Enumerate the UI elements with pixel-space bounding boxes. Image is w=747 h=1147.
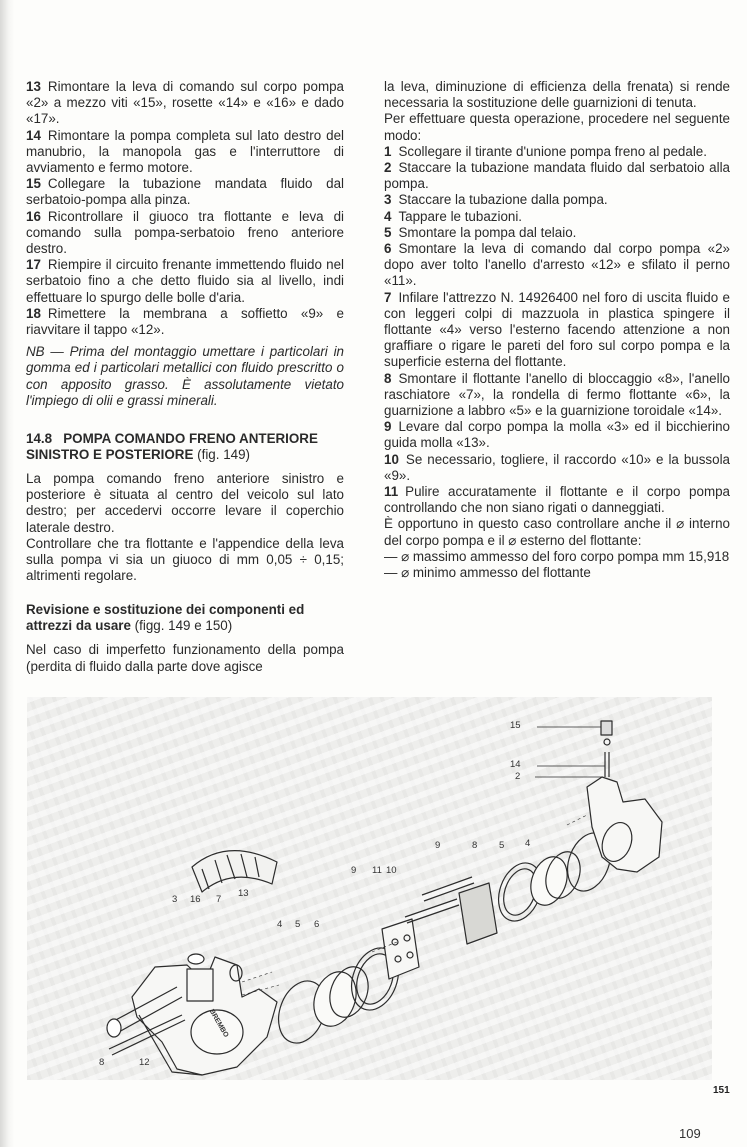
label-15: 15 (510, 720, 521, 731)
step-17: 17 Riempire il circuito frenante immettendo fluido nel serbatoio fino a che detto fluido sia al livello, indi effettuare lo spurgo delle bolle d'aria. (26, 257, 344, 305)
section-fig-ref: (fig. 149) (197, 447, 250, 463)
subsection-title: Revisione e sostituzione dei componenti ed attrezzi da usare (26, 602, 305, 634)
step-2: 2 Staccare la tubazione mandata fluido dal serbatoio alla pompa. (384, 160, 730, 192)
step-15: 15 Collegare la tubazione mandata fluido dal serbatoio-pompa alla pinza. (26, 176, 344, 208)
left-column (26, 79, 344, 675)
label-16: 16 (190, 894, 201, 905)
label-13: 13 (238, 888, 249, 899)
section-heading (26, 431, 344, 463)
procedure-intro: Per effettuare questa operazione, procedere nel seguente modo: (384, 111, 730, 143)
pin-11 (405, 899, 459, 923)
step-8: 8 Smontare il flottante l'anello di bloccaggio «8», l'anello raschiatore «7», la rondella di fermo flottante «6», la guarnizione a labbro «5» e la guarnizione toroidale «14». (384, 370, 730, 419)
label-8-left: 8 (99, 1057, 105, 1068)
label-12: 12 (139, 1057, 150, 1068)
label-9-left: 9 (351, 865, 357, 876)
section-number: 14.8 (26, 431, 53, 447)
figure-number: 151 (713, 1085, 730, 1096)
subsection-para-1: Nel caso di imperfetto funzionamento della pompa (perdita di fluido dalla parte dove agisce (26, 642, 344, 674)
label-8-right: 8 (472, 840, 478, 851)
step-16: 16 Ricontrollare il giuoco tra flottante e leva di comando sulla pompa-serbatoio freno anteriore destro. (26, 208, 344, 257)
label-6: 6 (314, 919, 320, 930)
subsection-fig-ref: (figg. 149 e 150) (134, 618, 233, 634)
step-11: 11 Pulire accuratamente il flottante e il corpo pompa controllando che non siano rigati o danneggiati. (384, 484, 730, 516)
label-11: 11 (372, 865, 382, 876)
subsection-heading (26, 602, 344, 634)
label-4-right: 4 (525, 838, 531, 849)
label-2: 2 (515, 771, 521, 782)
min-piston-diameter: — ⌀ minimo ammesso del flottante (384, 565, 591, 581)
label-4-left: 4 (277, 919, 283, 930)
step-14: 14 Rimontare la pompa completa sul lato destro del manubrio, la manopola gas e l'interruttore di avviamento e fermo motore. (26, 127, 344, 176)
step-3: 3 Staccare la tubazione dalla pompa. (384, 192, 608, 208)
cap-16 (188, 954, 204, 964)
step-9: 9 Levare dal corpo pompa la molla «3» ed il bicchierino guida molla «13». (384, 419, 730, 451)
brand-mark: BREMBO (207, 1008, 230, 1039)
exploded-caliper-figure (27, 697, 712, 1080)
max-bore-diameter: — ⌀ massimo ammesso del foro corpo pompa mm 15,918 (384, 548, 730, 564)
label-10: 10 (386, 865, 397, 876)
piston-5-left (307, 966, 364, 1032)
step-7: 7 Infilare l'attrezzo N. 14926400 nel foro di uscita fluido e con leggeri colpi di mazzuola in plastica spingere il flottante «4» verso l'esterno facendo attenzione a non graffiare o rigare le pareti del foro sul corpo pompa e la superficie esterna del flottante. (384, 289, 730, 370)
caliper-body-right (587, 777, 662, 872)
step-1: 1 Scollegare il tirante d'unione pompa freno al pedale. (384, 143, 707, 159)
section-title: POMPA COMANDO FRENO ANTERIORE SINISTRO E POSTERIORE (26, 431, 318, 463)
diameter-check-intro: È opportuno in questo caso controllare anche il ⌀ interno del corpo pompa e il ⌀ esterno del flottante: (384, 516, 730, 548)
page-edge-shadow (0, 0, 14, 1147)
label-5-right: 5 (499, 840, 505, 851)
right-column (384, 79, 730, 581)
step-18: 18 Rimettere la membrana a soffietto «9» e riavvitare il tappo «12». (26, 305, 344, 338)
bleed-block (187, 969, 213, 1001)
step-5: 5 Smontare la pompa dal telaio. (384, 224, 577, 240)
cover-13 (192, 851, 277, 892)
pad-right (459, 883, 497, 944)
label-5-left: 5 (295, 919, 301, 930)
section-para-1: La pompa comando freno anteriore sinistro e posteriore è situata al centro del veicolo sul lato destro; per accedervi occorre levare il coperchio laterale destro. (26, 471, 344, 535)
step-10: 10 Se necessario, togliere, il raccordo «10» e la bussola «9». (384, 451, 730, 483)
label-14: 14 (510, 759, 521, 770)
pad-left (382, 919, 419, 979)
bleeder-14 (605, 752, 609, 777)
label-7: 7 (216, 894, 222, 905)
step-4: 4 Tappare le tubazioni. (384, 208, 523, 224)
caliper-drawing (27, 697, 712, 1080)
label-3: 3 (172, 894, 178, 905)
cap-15 (601, 721, 612, 735)
step-13: 13 Rimontare la leva di comando sul corpo pompa «2» a mezzo viti «15», rosette «14» e «16» e dado «17». (26, 79, 344, 127)
label-9-right: 9 (435, 840, 441, 851)
step-6: 6 Smontare la leva di comando dal corpo pompa «2» dopo aver tolto l'anello d'arresto «12» e sfilato il perno «11». (384, 241, 730, 289)
page-number: 109 (679, 1126, 701, 1141)
section-para-2: Controllare che tra flottante e l'appendice della leva sulla pompa vi sia un giuoco di mm 0,05 ÷ 0,15; altrimenti regolare. (26, 535, 344, 584)
continued-para: la leva, diminuzione di efficienza della frenata) si rende necessaria la sostituzione delle guarnizioni di tenuta. (384, 79, 730, 111)
note-nb: NB — Prima del montaggio umettare i particolari in gomma ed i particolari metallici con fluido prescritto o con apposito grasso. È assolutamente vietato l'impiego di olii e grassi minerali. (26, 344, 344, 408)
